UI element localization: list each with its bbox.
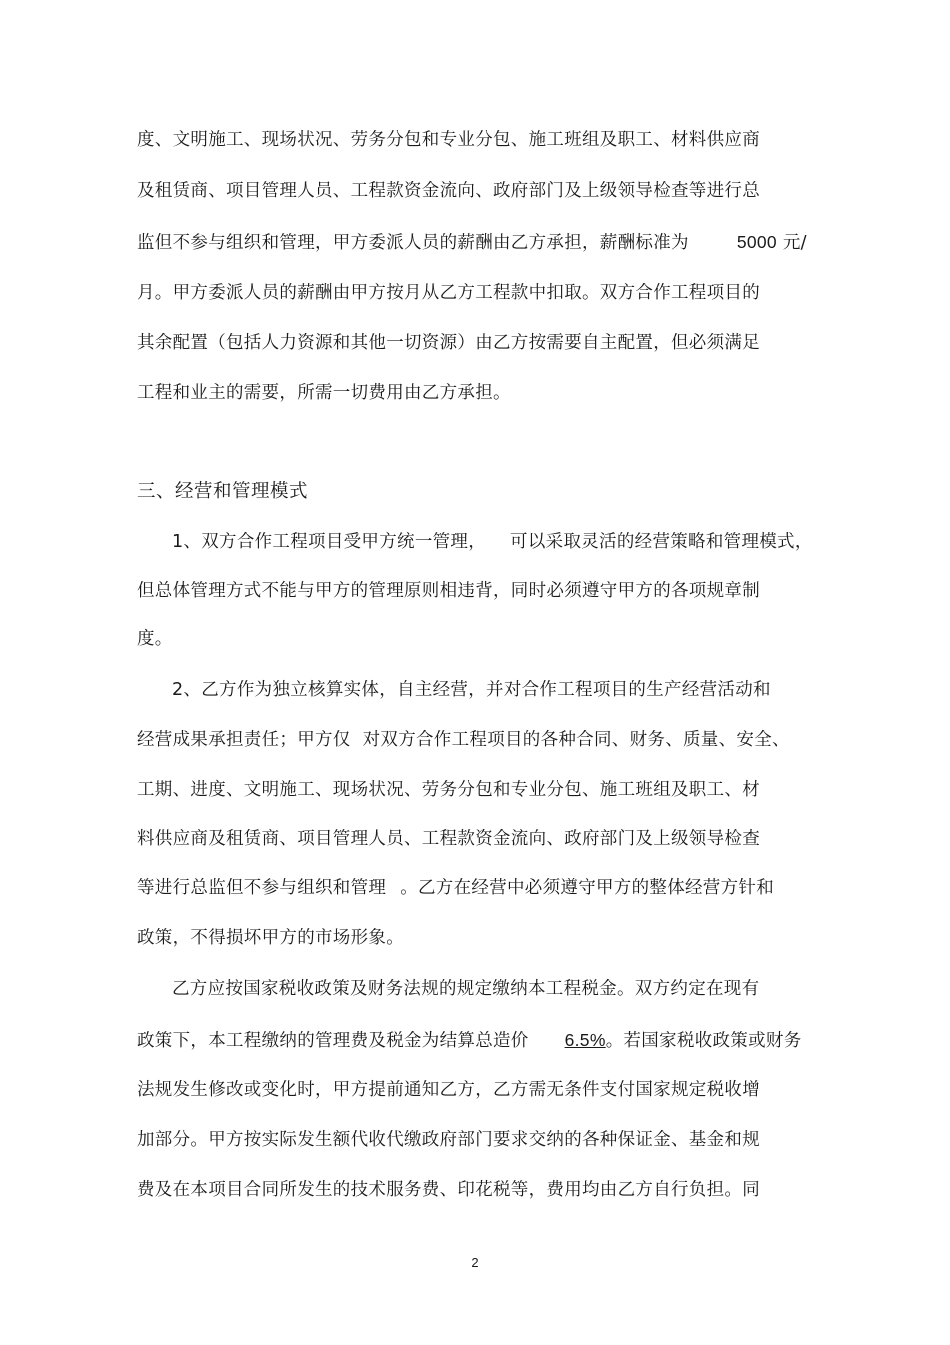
text-segment: 。乙方在经营中必须遵守甲方的整体经营方针和 (400, 878, 775, 898)
paragraph-line (137, 1028, 802, 1053)
paragraph-line: 料供应商及租赁商、项目管理人员、工程款资金流向、政府部门及上级领导检查 (137, 829, 760, 849)
paragraph-line: 乙方应按国家税收政策及财务法规的规定缴纳本工程税金。双方约定在现有 (172, 979, 760, 999)
paragraph-line (137, 876, 774, 900)
paragraph-line: 其余配置（包括人力资源和其他一切资源）由乙方按需要自主配置，但必须满足 (137, 333, 760, 353)
section-heading: 三、经营和管理模式 (137, 481, 309, 502)
paragraph-line: 法规发生修改或变化时，甲方提前通知乙方，乙方需无条件支付国家规定税收增 (137, 1080, 760, 1100)
paragraph-line: 度、文明施工、现场状况、劳务分包和专业分包、施工班组及职工、材料供应商 (137, 130, 760, 150)
paragraph-line: 但总体管理方式不能与甲方的管理原则相违背，同时必须遵守甲方的各项规章制 (137, 581, 760, 601)
paragraph-line: 度。 (137, 629, 173, 649)
paragraph-line: 费及在本项目合同所发生的技术服务费、印花税等，费用均由乙方自行负担。同 (137, 1180, 760, 1200)
paragraph-line: 政策，不得损坏甲方的市场形象。 (137, 928, 404, 948)
paragraph-line: 月。甲方委派人员的薪酬由甲方按月从乙方工程款中扣取。双方合作工程项目的 (137, 283, 760, 303)
salary-amount: 5000 (736, 232, 777, 252)
paragraph-line (137, 230, 807, 255)
text-segment: 经营成果承担责任；甲方仅 (137, 730, 351, 750)
paragraph-line: 及租赁商、项目管理人员、工程款资金流向、政府部门及上级领导检查等进行总 (137, 181, 760, 201)
text-segment: 1、双方合作工程项目受甲方统一管理， (172, 532, 487, 552)
paragraph-line: 工程和业主的需要，所需一切费用由乙方承担。 (137, 383, 511, 403)
text-segment: 等进行总监但不参与组织和管理 (137, 878, 387, 898)
paragraph-line (172, 530, 813, 554)
text-segment: 可以采取灵活的经营策略和管理模式， (510, 532, 813, 552)
text-segment: 。若国家税收政策或财务 (605, 1031, 802, 1051)
paragraph-line: 工期、进度、文明施工、现场状况、劳务分包和专业分包、施工班组及职工、材 (137, 780, 760, 800)
fee-rate: 6.5% (564, 1030, 606, 1050)
paragraph-line (137, 728, 790, 752)
text-segment: 监但不参与组织和管理，甲方委派人员的薪酬由乙方承担，薪酬标准为 (137, 233, 689, 253)
text-segment: 元/ (782, 233, 807, 253)
page-number: 2 (471, 1255, 479, 1270)
paragraph-line: 2、乙方作为独立核算实体，自主经营，并对合作工程项目的生产经营活动和 (172, 680, 771, 700)
paragraph-line: 加部分。甲方按实际发生额代收代缴政府部门要求交纳的各种保证金、基金和规 (137, 1130, 760, 1150)
text-segment: 政策下，本工程缴纳的管理费及税金为结算总造价 (137, 1031, 529, 1051)
text-segment: 对双方合作工程项目的各种合同、财务、质量、安全、 (362, 730, 790, 750)
